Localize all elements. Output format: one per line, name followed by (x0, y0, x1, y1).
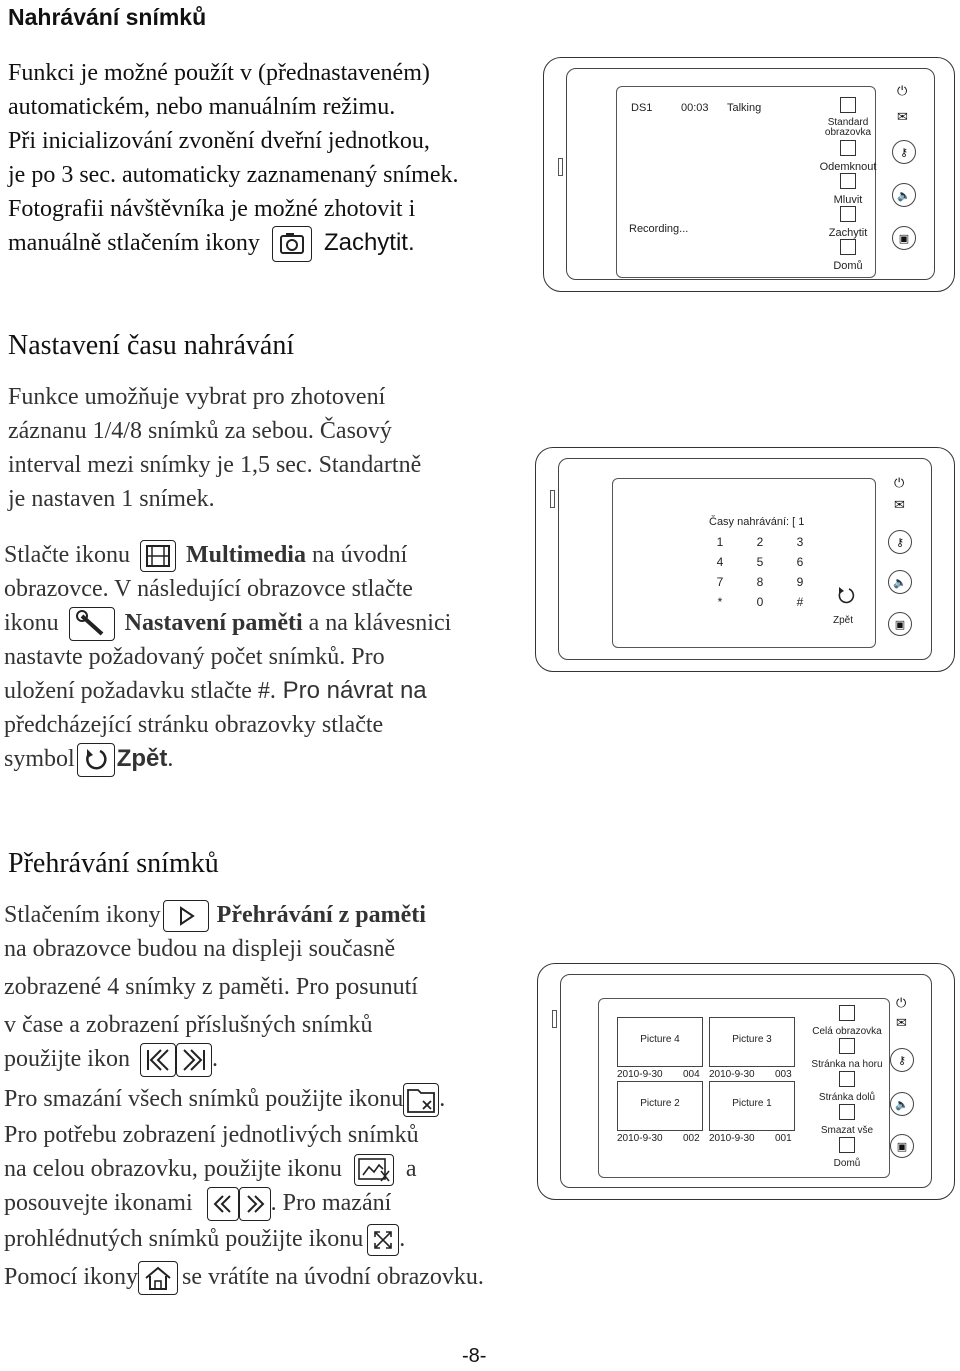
memory-settings-icon (69, 607, 115, 641)
section1-text (8, 56, 459, 260)
text-line: ikonu Nastavení paměti a na klávesnici (4, 606, 451, 640)
text-line: Funkci je možné použít v (přednastaveném) (8, 60, 430, 86)
call-status: Talking (727, 102, 762, 114)
door-station-label: DS1 (631, 102, 653, 114)
key-button-icon[interactable]: ⚷ (892, 140, 916, 164)
menu-talk[interactable]: Mluvit (833, 194, 863, 206)
section-title-playback: Přehrávání snímků (8, 848, 219, 879)
text-line: Pro smazání všech snímků použijte ikonu . (4, 1082, 484, 1118)
text-line: manuálně stlačením ikony Zachytit. (8, 226, 459, 260)
home-icon (840, 239, 856, 255)
text-line: symbol Zpět. (4, 742, 451, 776)
keypad-key[interactable]: # (796, 595, 804, 609)
home-icon (138, 1261, 178, 1295)
picture-thumbnail[interactable] (617, 1081, 703, 1131)
full-screen-icon (839, 1005, 855, 1021)
monitor-device-talking (543, 57, 955, 292)
call-timer: 00:03 (681, 102, 709, 114)
text-line: je po 3 sec. automaticky zaznamenaný snímek. (8, 162, 459, 188)
picture-number: 004 (683, 1069, 700, 1080)
keypad-key[interactable]: 4 (716, 555, 724, 569)
keypad-key[interactable]: * (717, 595, 723, 609)
text-line: je nastaven 1 snímek. (8, 486, 215, 512)
delete-viewed-icon (367, 1224, 399, 1256)
recording-status: Recording... (629, 223, 689, 235)
speaker-button-icon[interactable]: 🔈 (890, 1092, 914, 1116)
keypad-key[interactable]: 5 (756, 555, 764, 569)
back-icon[interactable] (835, 585, 857, 612)
picture-date: 2010-9-30 (709, 1133, 755, 1144)
text-line: záznanu 1/4/8 snímků za sebou. Časový (8, 418, 392, 444)
home-icon (839, 1137, 855, 1153)
key-button-icon[interactable]: ⚷ (888, 530, 912, 554)
picture-thumbnail[interactable] (709, 1017, 795, 1067)
menu-unlock[interactable]: Odemknout (819, 161, 877, 173)
text-line: prohlédnutých snímků použijte ikonu . (4, 1222, 484, 1258)
text-line: automatickém, nebo manuálním režimu. (8, 94, 396, 120)
picture-thumbnail[interactable] (617, 1017, 703, 1067)
multimedia-icon (140, 540, 176, 572)
screen-icon (840, 97, 856, 113)
keypad-key[interactable]: 3 (796, 535, 804, 549)
monitor-menu (813, 93, 883, 272)
menu-standard-screen[interactable]: Standard obrazovka (824, 117, 872, 138)
play-icon (163, 900, 209, 932)
delete-all-icon (403, 1083, 439, 1117)
talk-icon (840, 173, 856, 189)
menu-full-screen[interactable]: Celá obrazovka (812, 1026, 882, 1037)
picture-date: 2010-9-30 (617, 1133, 663, 1144)
text-line: použijte ikon . (4, 1042, 484, 1078)
page-down-icon (176, 1043, 212, 1077)
picture-number: 001 (775, 1133, 792, 1144)
speaker-button-icon[interactable]: 🔈 (892, 183, 916, 207)
key-button-icon[interactable]: ⚷ (890, 1048, 914, 1072)
keypad-key[interactable]: 9 (796, 575, 804, 589)
keypad-key[interactable]: 1 (716, 535, 724, 549)
power-icon[interactable]: ⏻ (894, 476, 905, 491)
text-line: zobrazené 4 snímky z paměti. Pro posunutí (4, 974, 418, 1000)
menu-home[interactable]: Domů (833, 260, 863, 272)
monitor-screen (612, 478, 876, 648)
monitor-button-icon[interactable]: ▣ (890, 1134, 914, 1158)
picture-label: Picture 3 (732, 1034, 772, 1045)
envelope-icon[interactable]: ✉ (897, 110, 908, 125)
keypad-key[interactable]: 0 (756, 595, 764, 609)
page-down-icon (839, 1071, 855, 1087)
text-line: Funkce umožňuje vybrat pro zhotovení (8, 384, 386, 410)
section2-intro (8, 380, 421, 516)
text-line: na celou obrazovku, použijte ikonu a (4, 1152, 484, 1186)
menu-capture[interactable]: Zachytit (828, 227, 868, 239)
power-icon[interactable]: ⏻ (896, 996, 907, 1011)
text-line: posouvejte ikonami . Pro mazání (4, 1186, 484, 1222)
keypad-key[interactable]: 8 (756, 575, 764, 589)
text-line: na obrazovce budou na displeji současně (4, 936, 396, 962)
back-label[interactable]: Zpět (833, 615, 854, 626)
picture-thumbnail[interactable] (709, 1081, 795, 1131)
menu-page-down[interactable]: Stránka dolů (818, 1092, 876, 1103)
picture-number: 003 (775, 1069, 792, 1080)
keypad-key[interactable]: 6 (796, 555, 804, 569)
text-line: předcházející stránku obrazovky stlačte (4, 712, 384, 738)
text-line: Fotografii návštěvníka je možné zhotovit i (8, 196, 416, 222)
menu-delete-all[interactable]: Smazat vše (820, 1125, 874, 1136)
section3-text (4, 898, 484, 1296)
page-number: -8- (462, 1345, 487, 1367)
monitor-screen (598, 998, 890, 1178)
envelope-icon[interactable]: ✉ (894, 498, 905, 513)
page-up-icon (140, 1043, 176, 1077)
keypad-key[interactable]: 7 (716, 575, 724, 589)
picture-date: 2010-9-30 (617, 1069, 663, 1080)
previous-icon (207, 1187, 239, 1221)
menu-home[interactable]: Domů (833, 1158, 861, 1169)
section2-instructions (4, 538, 451, 776)
power-icon[interactable]: ⏻ (897, 84, 908, 99)
text-line: nastavte požadovaný počet snímků. Pro (4, 644, 385, 670)
text-line: uložení požadavku stlačte #. Pro návrat na (4, 677, 427, 704)
text-line: Stlačením ikony Přehrávání z paměti (4, 898, 484, 932)
text-line: Při inicializování zvonění dveřní jednotkou, (8, 128, 430, 154)
monitor-button-icon[interactable]: ▣ (892, 226, 916, 250)
keypad-title: Časy nahrávání: [ 1 (709, 516, 805, 528)
speaker-button-icon[interactable]: 🔈 (888, 570, 912, 594)
back-icon (77, 743, 115, 777)
picture-label: Picture 1 (732, 1098, 772, 1109)
monitor-button-icon[interactable]: ▣ (888, 612, 912, 636)
next-icon (239, 1187, 271, 1221)
delete-all-icon (839, 1104, 855, 1120)
picture-number: 002 (683, 1133, 700, 1144)
monitor-device-playback (537, 963, 955, 1200)
lock-icon (840, 140, 856, 156)
picture-label: Picture 2 (640, 1098, 680, 1109)
monitor-device-keypad (535, 447, 955, 672)
text-line: obrazovce. V následující obrazovce stlačte (4, 576, 413, 602)
text-line: Stlačte ikonu Multimedia na úvodní (4, 538, 451, 572)
picture-label: Picture 4 (640, 1034, 680, 1045)
text-line: Pomocí ikony se vrátíte na úvodní obrazovku. (4, 1260, 484, 1296)
text-line: interval mezi snímky je 1,5 sec. Standartně (8, 452, 422, 478)
section-title-recording-time: Nastavení času nahrávání (8, 330, 295, 361)
camera-icon (840, 206, 856, 222)
envelope-icon[interactable]: ✉ (896, 1016, 907, 1031)
monitor-screen (616, 86, 876, 278)
full-screen-icon (354, 1154, 394, 1186)
page-up-icon (839, 1038, 855, 1054)
playback-menu (805, 1003, 889, 1169)
picture-date: 2010-9-30 (709, 1069, 755, 1080)
keypad-key[interactable]: 2 (756, 535, 764, 549)
text-line: Pro potřebu zobrazení jednotlivých snímků (4, 1122, 419, 1148)
section-title-recording: Nahrávání snímků (8, 4, 207, 30)
menu-page-up[interactable]: Stránka na horu (811, 1059, 883, 1070)
camera-icon (272, 226, 312, 262)
text-line: v čase a zobrazení příslušných snímků (4, 1012, 373, 1038)
